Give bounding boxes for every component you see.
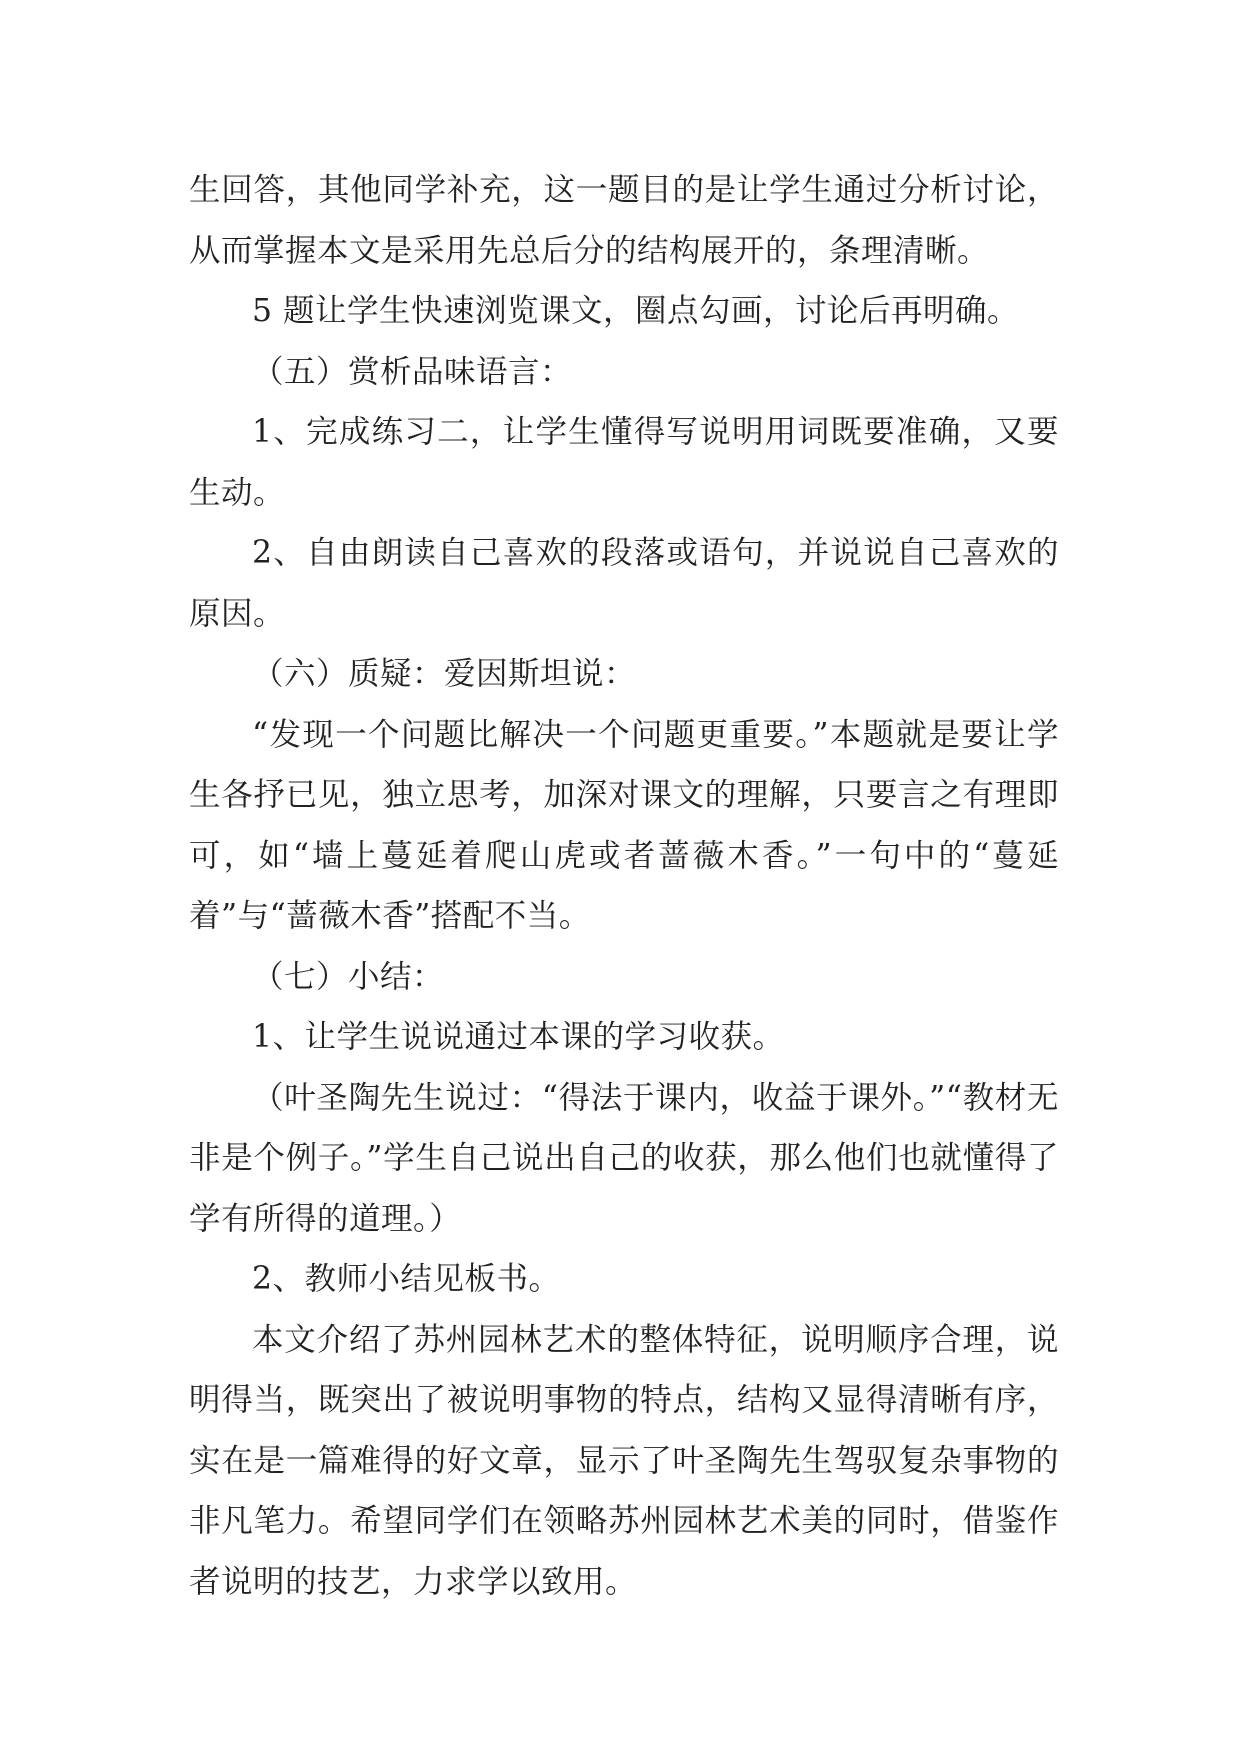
list-item-7-2: 2、教师小结见板书。 xyxy=(252,1261,561,1297)
section-heading-7: （七）小结： xyxy=(252,958,445,995)
paragraph-quote-6: “发现一个问题比解决一个问题更重要。”本题就是要让学生各抒已见，独立思考，加深对课文的理解，只要言之有理即可，如“墙上蔓延着爬山虎或者蔷薇木香。”一句中的“蔓延着”与“蔷薇木香”搭配不当。 xyxy=(189,716,1059,934)
section-heading-6: （六）质疑：爱因斯坦说： xyxy=(252,656,637,692)
list-item-5-1: 1、完成练习二，让学生懂得写说明用词既要准确，又要生动。 xyxy=(189,414,1059,511)
paragraph-summary: 本文介绍了苏州园林艺术的整体特征，说明顺序合理，说明得当，既突出了被说明事物的特点，结构又显得清晰有序，实在是一篇难得的好文章，显示了叶圣陶先生驾驭复杂事物的非凡笔力。希望同学们在领略苏州园林艺术美的同时，借鉴作者说明的技艺，力求学以致用。 xyxy=(189,1321,1059,1600)
body-text xyxy=(189,160,1059,1612)
section-heading-5: （五）赏析品味语言： xyxy=(252,353,573,390)
paragraph-question-5: 5 题让学生快速浏览课文，圈点勾画，讨论后再明确。 xyxy=(252,293,1020,329)
paragraph-note-7-1: （叶圣陶先生说过：“得法于课内，收益于课外。”“教材无非是个例子。”学生自己说出自己的收获，那么他们也就懂得了学有所得的道理。） xyxy=(189,1079,1059,1237)
paragraph-continuation: 生回答，其他同学补充，这一题目的是让学生通过分析讨论，从而掌握本文是采用先总后分的结构展开的，条理清晰。 xyxy=(189,172,1059,269)
list-item-7-1: 1、让学生说说通过本课的学习收获。 xyxy=(252,1019,785,1055)
list-item-5-2: 2、自由朗读自己喜欢的段落或语句，并说说自己喜欢的原因。 xyxy=(189,535,1059,632)
